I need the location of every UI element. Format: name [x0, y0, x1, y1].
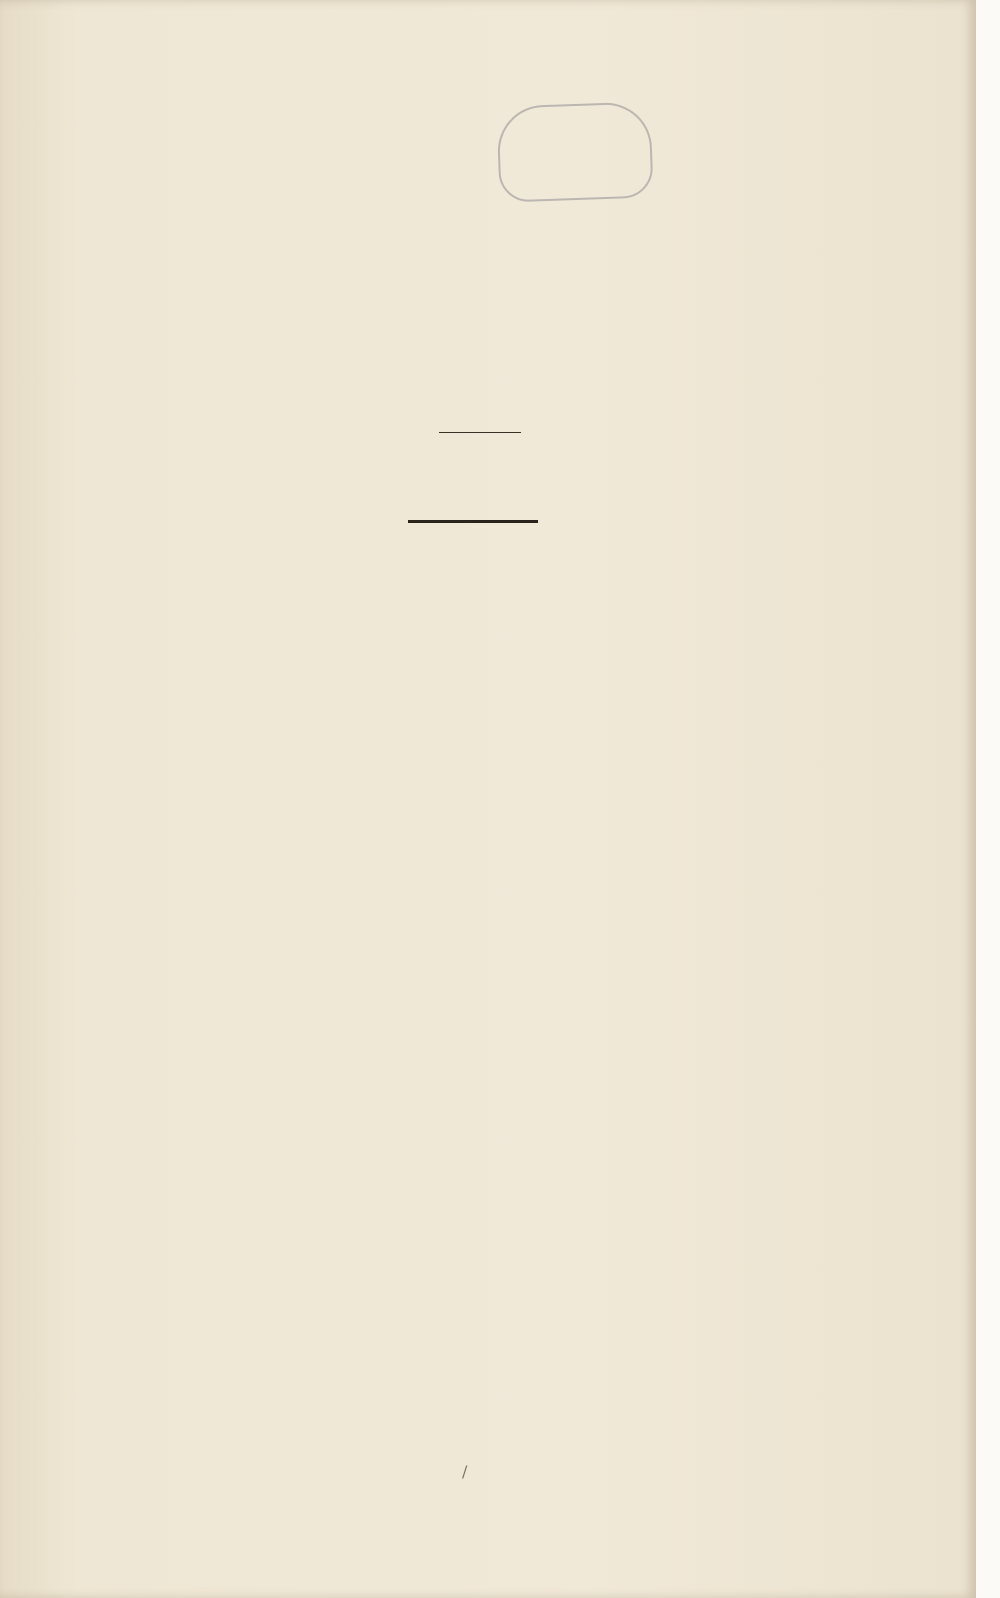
pencil-mark: / — [462, 1462, 468, 1481]
page-margin — [976, 0, 1000, 1598]
library-stamp — [496, 101, 653, 202]
divider — [439, 432, 521, 433]
beilage-line-2 — [336, 1364, 856, 1396]
divider-thick — [408, 520, 538, 523]
beilage-line — [336, 1332, 856, 1364]
